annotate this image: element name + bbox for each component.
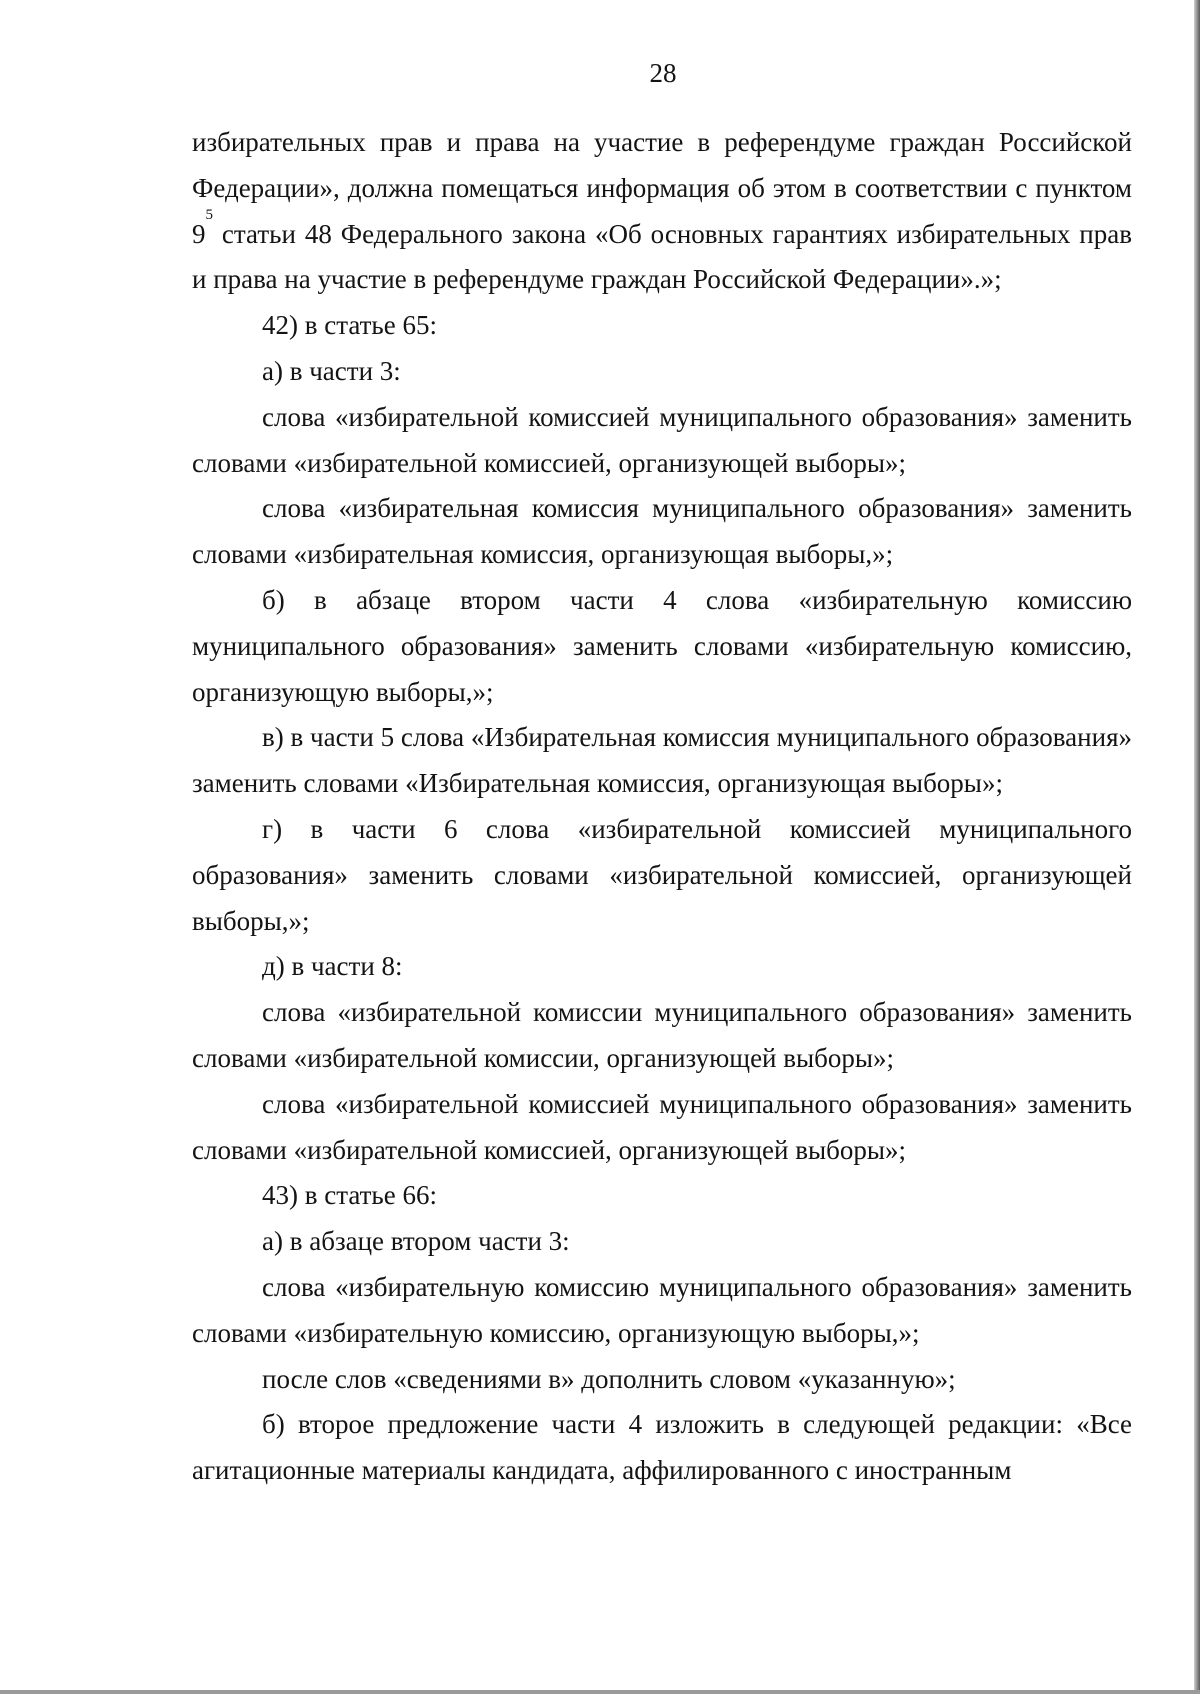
item-43-heading: 43) в статье 66: bbox=[262, 1180, 437, 1211]
item-42-heading: 42) в статье 65: bbox=[262, 310, 437, 341]
document-body bbox=[192, 120, 1132, 1494]
paragraph: слова «избирательной комиссией муниципального образования» заменить словами «избирательной комиссией, организующей выборы»; bbox=[192, 401, 1132, 478]
paragraph: слова «избирательную комиссию муниципального образования» заменить словами «избирательную комиссию, организующую выборы,»; bbox=[192, 1271, 1132, 1348]
paragraph-continuation: избирательных прав и права на участие в референдуме граждан Российской Федерации», должна помещаться информация об этом в соответствии с пунктом $9^5$ статьи 48 Федерального закона «Об основных гарантиях избирательных прав и права на участие в референдуме граждан Российской Федерации».»; bbox=[192, 127, 1132, 295]
page-edge-shadow bbox=[1194, 0, 1200, 1694]
subitem-v: в) в части 5 слова «Избирательная комиссия муниципального образования» заменить словами «Избирательная комиссия, организующая выборы»; bbox=[192, 722, 1132, 799]
paragraph: после слов «сведениями в» дополнить словом «указанную»; bbox=[262, 1363, 956, 1394]
subitem-g: г) в части 6 слова «избирательной комиссией муниципального образования» заменить словами «избирательной комиссией, организующей выборы,»; bbox=[192, 813, 1132, 936]
subitem-a-heading: а) в абзаце втором части 3: bbox=[262, 1226, 570, 1257]
paragraph: слова «избирательной комиссии муниципального образования» заменить словами «избирательной комиссии, организующей выборы»; bbox=[192, 997, 1132, 1073]
subitem-b: б) в абзаце втором части 4 слова «избирательную комиссию муниципального образования» заменить словами «избирательную комиссию, организующую выборы,»; bbox=[192, 584, 1132, 707]
page-number: 28 bbox=[649, 58, 677, 88]
subitem-d-heading: д) в части 8: bbox=[262, 951, 403, 982]
superscript: 5 bbox=[205, 206, 213, 223]
paragraph: слова «избирательная комиссия муниципального образования» заменить словами «избирательная комиссия, организующая выборы,»; bbox=[192, 493, 1132, 570]
paragraph: слова «избирательной комиссией муниципального образования» заменить словами «избирательной комиссией, организующей выборы»; bbox=[192, 1088, 1132, 1165]
subitem-a-heading: а) в части 3: bbox=[262, 355, 401, 386]
subitem-b: б) второе предложение части 4 изложить в следующей редакции: «Все агитационные материалы кандидата, аффилированного с иностранным bbox=[192, 1409, 1132, 1486]
page-edge-bottom bbox=[0, 1690, 1200, 1694]
